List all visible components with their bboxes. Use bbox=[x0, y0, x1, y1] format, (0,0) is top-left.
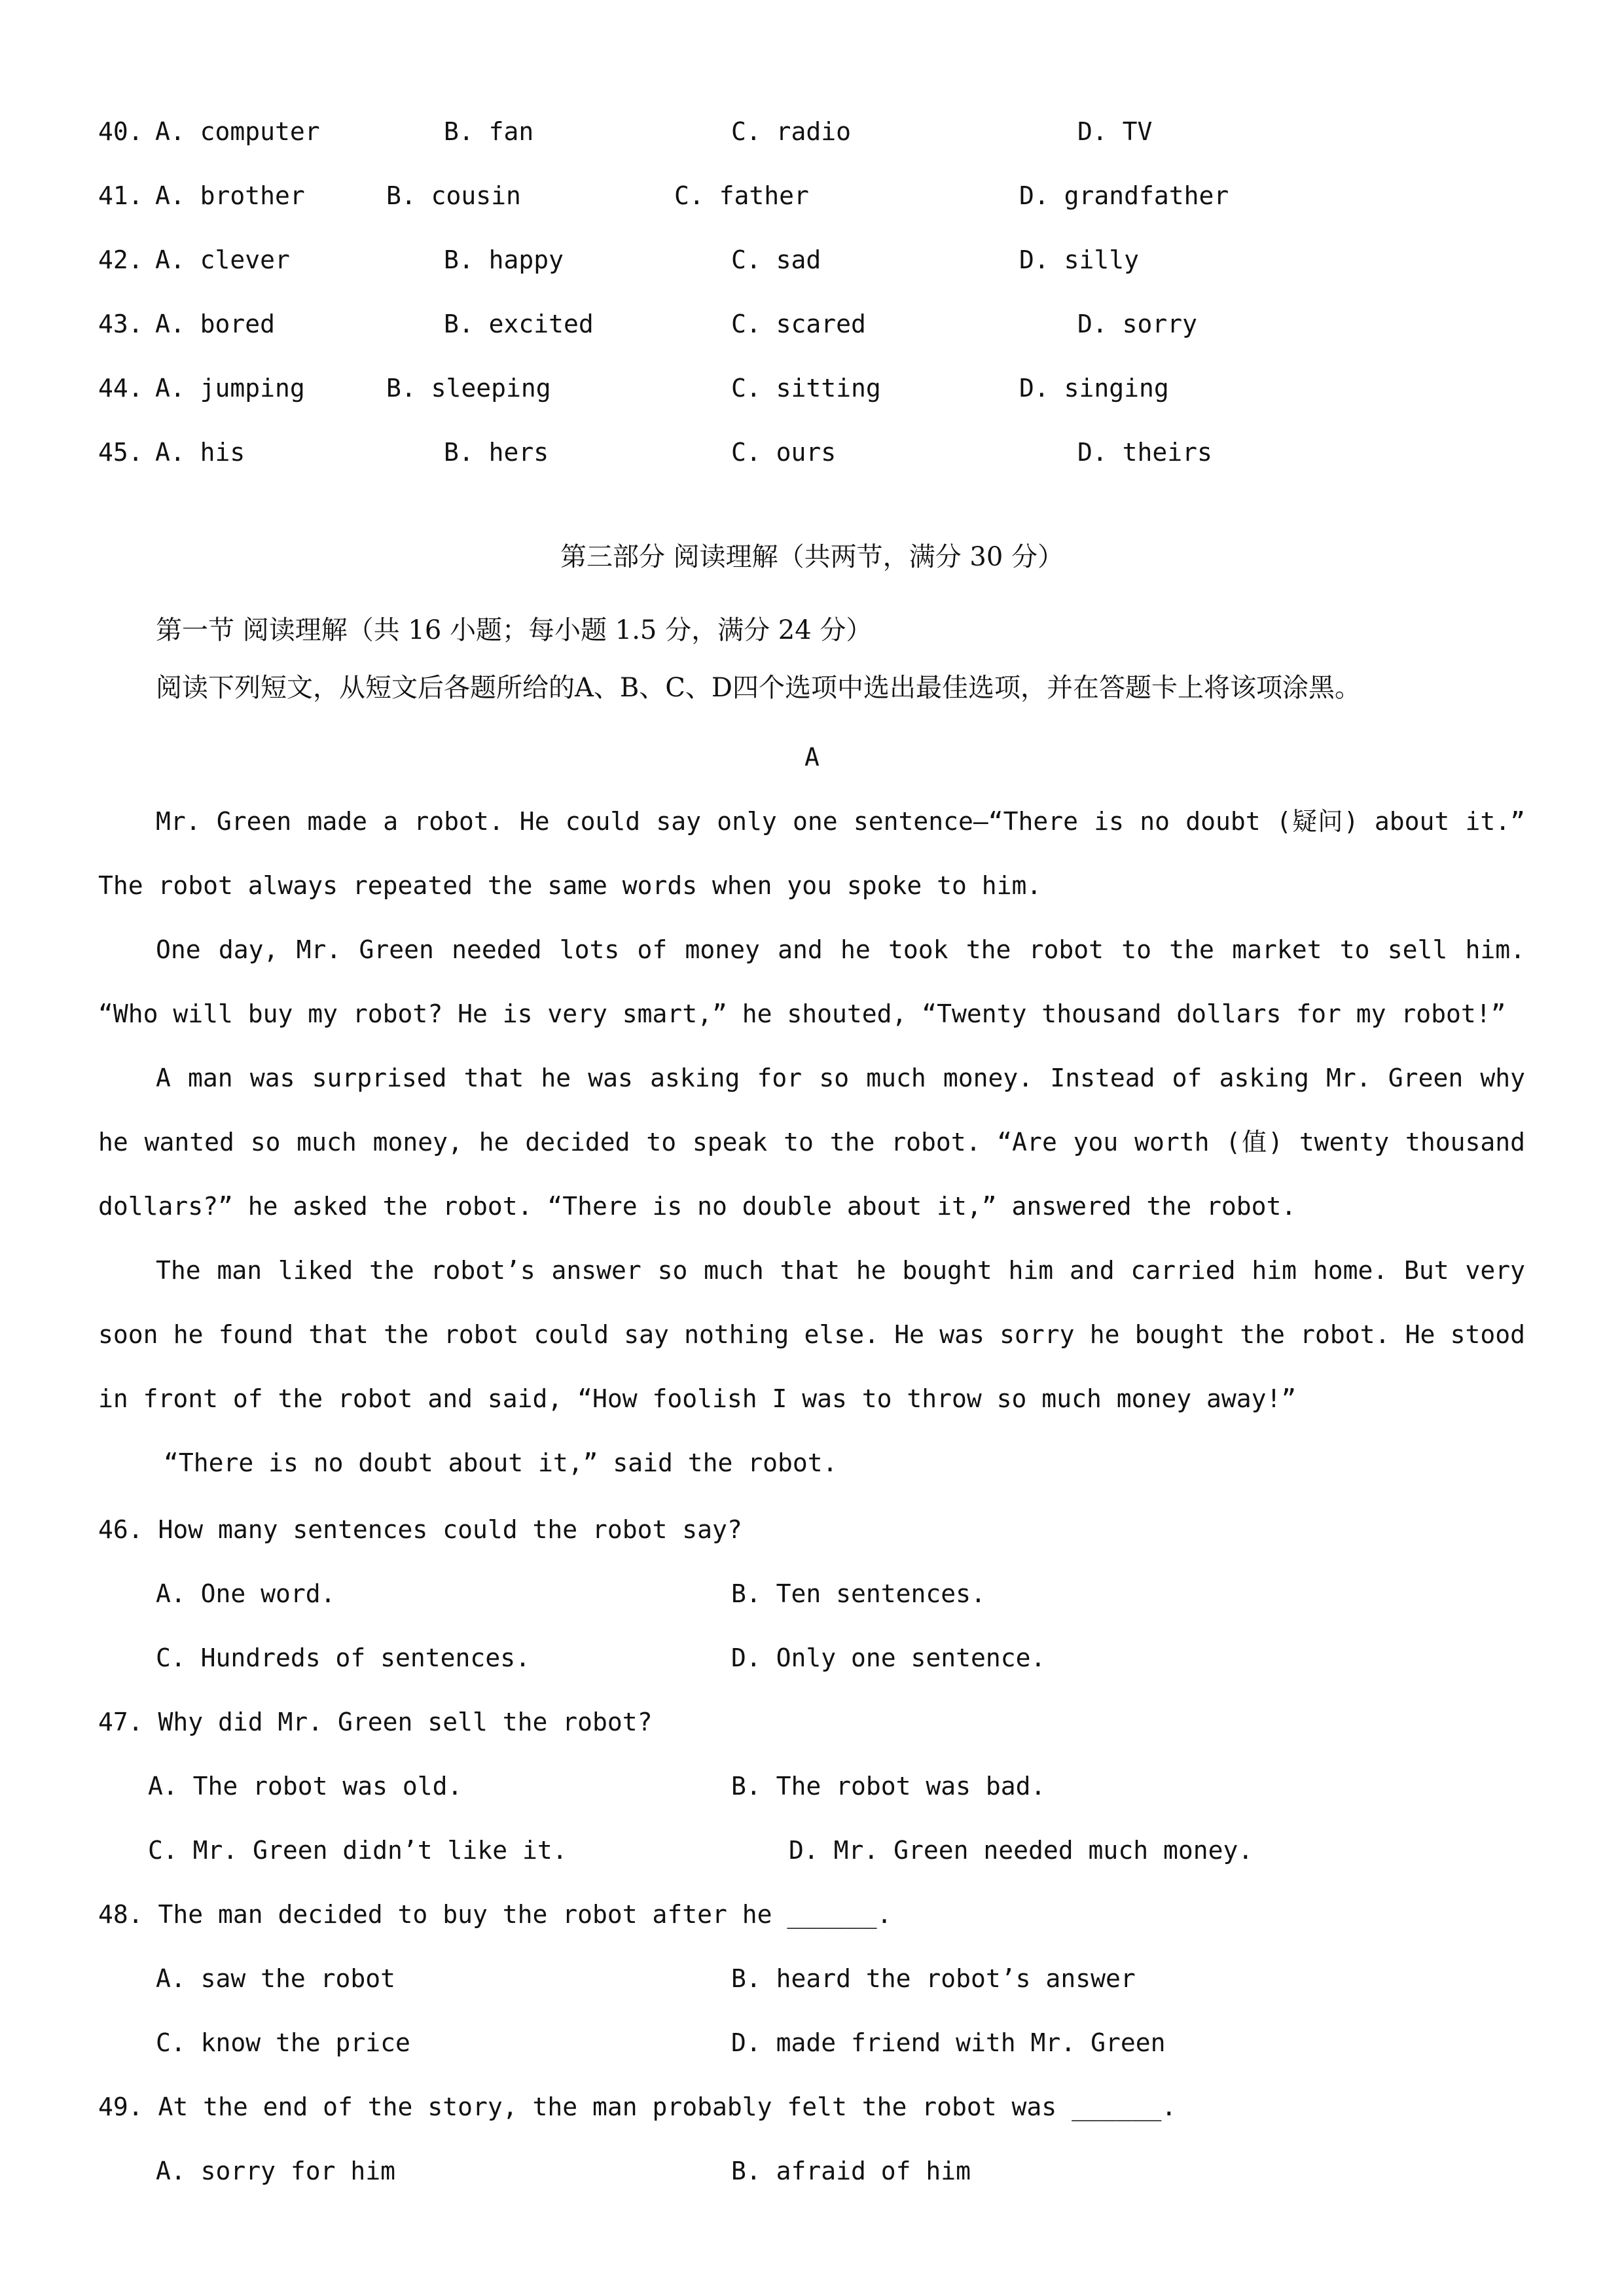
option-c: C. Hundreds of sentences. bbox=[156, 1643, 530, 1672]
option-d: D. Only one sentence. bbox=[731, 1643, 1046, 1672]
cloze-num: 45. bbox=[98, 438, 143, 467]
option-d: D. silly bbox=[1019, 245, 1140, 274]
passage-paragraph: A man was surprised that he was asking for so much money. Instead of asking Mr. Green why he wanted so much money, he decided to speak to the robot. “Are you worth (值) twenty thousand dollars?” he asked the robot. “There is no double about it,” answered the robot. bbox=[98, 1064, 1525, 1221]
option-d: D. made friend with Mr. Green bbox=[731, 2028, 1166, 2057]
option-c: C. sad bbox=[731, 245, 821, 274]
option-d: D. singing bbox=[1019, 374, 1169, 403]
option-a: A. brother bbox=[155, 181, 305, 210]
cloze-num: 41. bbox=[98, 181, 143, 210]
passage-paragraph: “There is no doubt about it,” said the robot. bbox=[164, 1448, 838, 1477]
option-a: A. bored bbox=[155, 310, 276, 338]
option-a: A. clever bbox=[155, 245, 290, 274]
option-d: D. TV bbox=[1077, 117, 1153, 146]
option-a: A. The robot was old. bbox=[148, 1772, 463, 1801]
option-c: C. sitting bbox=[731, 374, 881, 403]
option-c: C. know the price bbox=[156, 2028, 410, 2057]
cloze-num: 40. bbox=[98, 117, 143, 146]
option-b: B. happy bbox=[444, 245, 564, 274]
option-b: B. fan bbox=[444, 117, 534, 146]
passage-paragraph: One day, Mr. Green needed lots of money and he took the robot to the market to sell him. “Who will buy my robot? He is very smart,” he shouted, “Twenty thousand dollars for my robot!” bbox=[98, 935, 1525, 1028]
option-a: A. saw the robot bbox=[156, 1964, 396, 1993]
cloze-num: 43. bbox=[98, 310, 143, 338]
option-d: D. Mr. Green needed much money. bbox=[789, 1836, 1254, 1865]
option-d: D. sorry bbox=[1077, 310, 1198, 338]
option-a: A. One word. bbox=[156, 1579, 336, 1608]
passage-paragraph: Mr. Green made a robot. He could say only one sentence—“There is no doubt (疑问) about it.” The robot always repeated the same words when you spoke to him. bbox=[98, 807, 1525, 900]
option-c: C. Mr. Green didn’t like it. bbox=[148, 1836, 568, 1865]
option-c: C. father bbox=[674, 181, 809, 210]
option-c: C. scared bbox=[731, 310, 866, 338]
option-a: A. sorry for him bbox=[156, 2157, 396, 2185]
cloze-num: 44. bbox=[98, 374, 143, 403]
cloze-num: 42. bbox=[98, 245, 143, 274]
question-stem: 48. The man decided to buy the robot after he ______. bbox=[98, 1900, 892, 1929]
option-b: B. The robot was bad. bbox=[731, 1772, 1046, 1801]
part-title: 第三部分 阅读理解（共两节，满分 30 分） bbox=[560, 542, 1064, 572]
option-b: B. heard the robot’s answer bbox=[731, 1964, 1136, 1993]
option-b: B. Ten sentences. bbox=[731, 1579, 986, 1608]
instructions: 阅读下列短文，从短文后各题所给的A、B、C、D四个选项中选出最佳选项，并在答题卡上将该项涂黑。 bbox=[156, 673, 1361, 703]
option-b: B. cousin bbox=[386, 181, 521, 210]
option-b: B. hers bbox=[444, 438, 549, 467]
passage-label: A bbox=[804, 743, 820, 772]
option-c: C. radio bbox=[731, 117, 852, 146]
question-stem: 49. At the end of the story, the man probably felt the robot was ______. bbox=[98, 2092, 1177, 2121]
option-a: A. jumping bbox=[155, 374, 305, 403]
question-stem: 47. Why did Mr. Green sell the robot? bbox=[98, 1708, 653, 1736]
option-a: A. computer bbox=[155, 117, 320, 146]
option-d: D. theirs bbox=[1077, 438, 1212, 467]
option-d: D. grandfather bbox=[1019, 181, 1229, 210]
option-b: B. excited bbox=[444, 310, 594, 338]
option-b: B. afraid of him bbox=[731, 2157, 971, 2185]
option-a: A. his bbox=[155, 438, 245, 467]
option-c: C. ours bbox=[731, 438, 837, 467]
section-title: 第一节 阅读理解（共 16 小题；每小题 1.5 分，满分 24 分） bbox=[156, 615, 873, 645]
passage-paragraph: The man liked the robot’s answer so much that he bought him and carried him home. But very soon he found that the robot could say nothing else. He was sorry he bought the robot. He stood in front of the robot and said, “How foolish I was to throw so much money away!” bbox=[98, 1256, 1525, 1413]
question-stem: 46. How many sentences could the robot say? bbox=[98, 1515, 742, 1544]
option-b: B. sleeping bbox=[386, 374, 551, 403]
